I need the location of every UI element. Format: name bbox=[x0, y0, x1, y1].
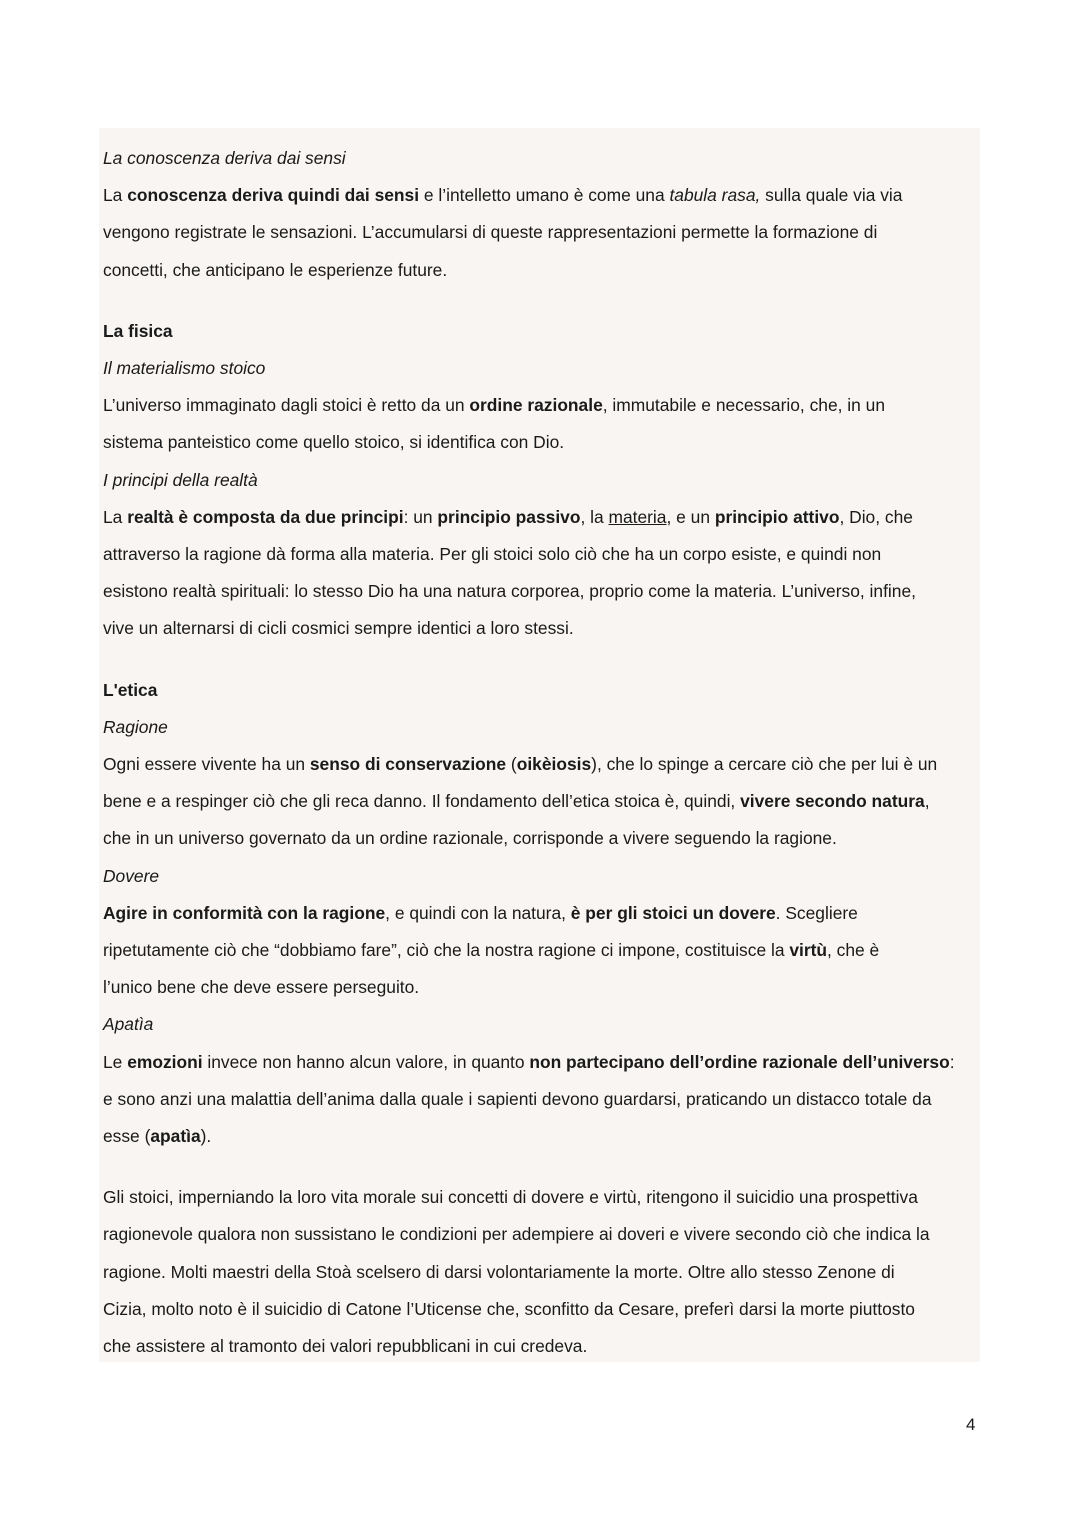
paragraph-line bbox=[103, 1216, 980, 1253]
paragraph-line bbox=[103, 499, 980, 536]
text-run: attraverso la ragione dà forma alla materia. Per gli stoici solo ciò che ha un corpo esiste, e quindi non bbox=[103, 544, 882, 565]
subsection-heading: Il materialismo stoico bbox=[103, 358, 266, 379]
text-run: : un bbox=[403, 506, 438, 527]
paragraph-line bbox=[103, 820, 980, 857]
page-number: 4 bbox=[966, 1415, 976, 1434]
paragraph-line bbox=[103, 252, 980, 289]
text-run: L’universo immaginato dagli stoici è retto da un bbox=[103, 395, 470, 416]
paragraph-line bbox=[103, 536, 980, 573]
bold-text: Agire in conformità con la ragione bbox=[103, 902, 386, 923]
paragraph-line bbox=[103, 214, 980, 251]
text-run: e l’intelletto umano è come una bbox=[419, 185, 670, 206]
text-run: che in un universo governato da un ordine razionale, corrisponde a vivere seguendo la ragione. bbox=[103, 828, 837, 849]
subsection-heading: Apatìa bbox=[103, 1014, 154, 1035]
text-run: ripetutamente ciò che “dobbiamo fare”, ciò che la nostra ragione ci impone, costituisce la bbox=[103, 940, 790, 961]
bold-text: conoscenza deriva quindi dai sensi bbox=[127, 185, 420, 206]
text-run: . Scegliere bbox=[775, 902, 858, 923]
text-run: bene e a respinger ciò che gli reca danno. Il fondamento dell’etica stoica è, quindi, bbox=[103, 791, 741, 812]
text-run: La bbox=[103, 506, 128, 527]
paragraph-line bbox=[103, 610, 980, 647]
subsection-heading: Dovere bbox=[103, 865, 160, 886]
section-spacer bbox=[103, 1155, 980, 1179]
section-spacer bbox=[103, 648, 980, 672]
paragraph-line bbox=[103, 746, 980, 783]
text-run: esse ( bbox=[103, 1126, 151, 1147]
bold-text: principio attivo bbox=[714, 506, 840, 527]
paragraph-line bbox=[103, 573, 980, 610]
text-run: , e un bbox=[666, 506, 715, 527]
bold-text: realtà è composta da due principi bbox=[127, 506, 404, 527]
text-run: sulla quale via via bbox=[760, 185, 903, 206]
paragraph-line bbox=[103, 932, 980, 969]
bold-text: oikèiosis bbox=[516, 754, 592, 775]
text-run: , bbox=[924, 791, 930, 812]
text-run: ragionevole qualora non sussistano le condizioni per adempiere ai doveri e vivere secondo ciò che indica la bbox=[103, 1224, 930, 1245]
paragraph-line bbox=[103, 1179, 980, 1216]
italic-text: tabula rasa, bbox=[669, 185, 761, 206]
text-run: concetti, che anticipano le esperienze future. bbox=[103, 259, 448, 280]
subsection-heading: I principi della realtà bbox=[103, 469, 258, 490]
paragraph-line bbox=[103, 969, 980, 1006]
bold-text: principio passivo bbox=[437, 506, 581, 527]
text-run: , la bbox=[580, 506, 609, 527]
text-run: che assistere al tramonto dei valori repubblicani in cui credeva. bbox=[103, 1336, 588, 1357]
bold-text: non partecipano dell’ordine razionale dell’universo bbox=[529, 1051, 950, 1072]
text-run: ( bbox=[506, 754, 517, 775]
text-run: l’unico bene che deve essere perseguito. bbox=[103, 977, 420, 998]
section-heading: La fisica bbox=[103, 320, 173, 341]
text-run: vive un alternarsi di cicli cosmici sempre identici a loro stessi. bbox=[103, 618, 574, 639]
text-run: La bbox=[103, 185, 128, 206]
text-run: Le bbox=[103, 1051, 128, 1072]
bold-text: virtù bbox=[789, 940, 828, 961]
bold-text: ordine razionale bbox=[469, 395, 603, 416]
paragraph-line bbox=[103, 1081, 980, 1118]
document-body bbox=[99, 128, 980, 1362]
bold-text: è per gli stoici un dovere bbox=[570, 902, 776, 923]
text-run: esistono realtà spirituali: lo stesso Dio ha una natura corporea, proprio come la materia. L’universo, infine, bbox=[103, 581, 916, 602]
paragraph-line bbox=[103, 895, 980, 932]
text-run: , e quindi con la natura, bbox=[385, 902, 571, 923]
text-run: , che è bbox=[827, 940, 880, 961]
text-run: ), che lo spinge a cercare ciò che per lui è un bbox=[591, 754, 938, 775]
section-spacer bbox=[103, 289, 980, 313]
text-run: Ogni essere vivente ha un bbox=[103, 754, 310, 775]
underlined-text: materia bbox=[608, 506, 667, 527]
text-run: : bbox=[949, 1051, 955, 1072]
text-run: ragione. Molti maestri della Stoà scelsero di darsi volontariamente la morte. Oltre allo stesso Zenone di bbox=[103, 1261, 895, 1282]
text-run: e sono anzi una malattia dell’anima dalla quale i sapienti devono guardarsi, praticando un distacco totale da bbox=[103, 1088, 932, 1109]
paragraph-line bbox=[103, 1044, 980, 1081]
paragraph-line bbox=[103, 177, 980, 214]
paragraph-line bbox=[103, 1254, 980, 1291]
bold-text: emozioni bbox=[127, 1051, 203, 1072]
paragraph-line bbox=[103, 1118, 980, 1155]
paragraph-line bbox=[103, 1328, 980, 1365]
section-heading: L'etica bbox=[103, 679, 158, 700]
paragraph-line bbox=[103, 387, 980, 424]
subsection-heading: La conoscenza deriva dai sensi bbox=[103, 148, 346, 168]
paragraph-line bbox=[103, 1291, 980, 1328]
subsection-heading: Ragione bbox=[103, 716, 168, 737]
text-run: vengono registrate le sensazioni. L’accumularsi di queste rappresentazioni permette la formazione di bbox=[103, 222, 878, 243]
bold-text: senso di conservazione bbox=[309, 754, 507, 775]
text-run: , Dio, che bbox=[839, 506, 913, 527]
text-run: sistema panteistico come quello stoico, si identifica con Dio. bbox=[103, 432, 565, 453]
text-run: Gli stoici, imperniando la loro vita morale sui concetti di dovere e virtù, ritengono il suicidio una prospettiva bbox=[103, 1187, 918, 1208]
text-run: Cizia, molto noto è il suicidio di Catone l’Uticense che, sconfitto da Cesare, preferì darsi la morte piuttosto bbox=[103, 1298, 915, 1319]
text-run: ). bbox=[200, 1126, 212, 1147]
text-run: invece non hanno alcun valore, in quanto bbox=[202, 1051, 530, 1072]
bold-text: vivere secondo natura bbox=[740, 791, 925, 812]
paragraph-line bbox=[103, 424, 980, 461]
paragraph-line bbox=[103, 783, 980, 820]
text-run: , immutabile e necessario, che, in un bbox=[602, 395, 885, 416]
bold-text: apatìa bbox=[150, 1126, 201, 1147]
